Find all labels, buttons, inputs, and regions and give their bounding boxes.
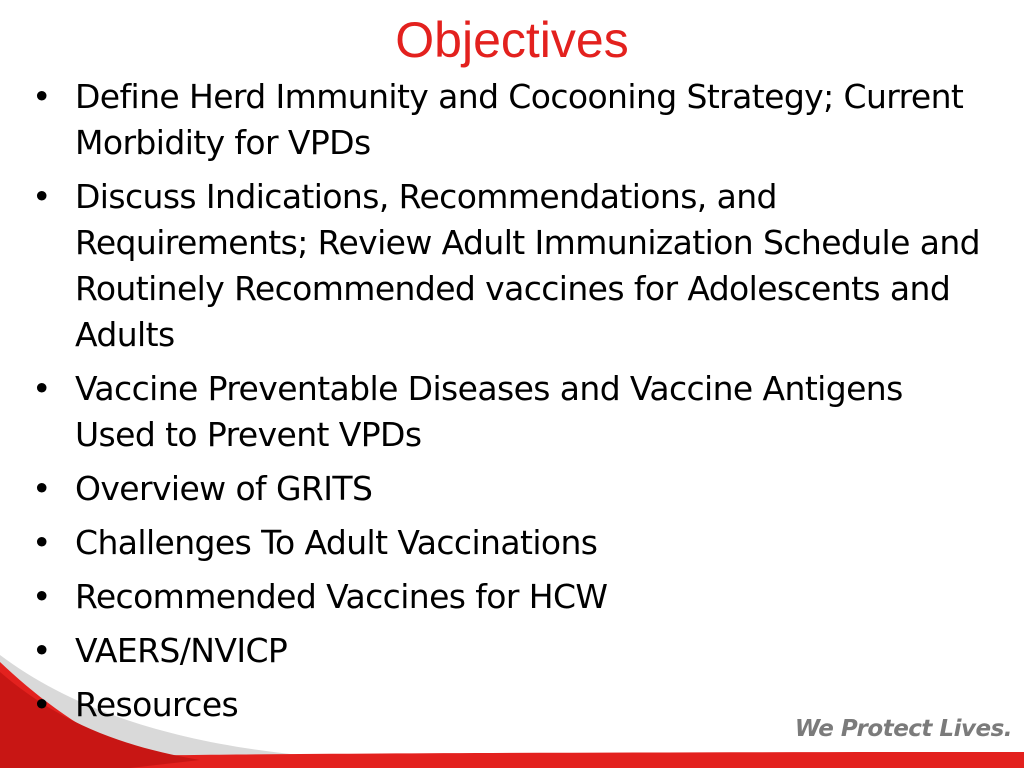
- slide-title: Objectives: [395, 12, 629, 68]
- bullet-icon: •: [32, 177, 51, 216]
- list-item-text: Resources: [75, 685, 239, 724]
- list-item-text: Define Herd Immunity and Cocooning Strategy; Current Morbidity for VPDs: [75, 77, 964, 162]
- list-item-text: Discuss Indications, Recommendations, and Requirements; Review Adult Immunization Schedule and Routinely Recommended vaccines for Adolescents and Adults: [75, 177, 980, 354]
- objectives-list: [32, 74, 992, 736]
- list-item: [32, 74, 992, 166]
- list-item-text: Vaccine Preventable Diseases and Vaccine Antigens Used to Prevent VPDs: [75, 369, 903, 454]
- bullet-icon: •: [32, 577, 51, 616]
- list-item: [32, 520, 992, 566]
- list-item: [32, 628, 992, 674]
- bullet-icon: •: [32, 77, 51, 116]
- list-item: [32, 466, 992, 512]
- list-item: [32, 366, 992, 458]
- list-item-text: Overview of GRITS: [75, 469, 373, 508]
- list-item-text: Recommended Vaccines for HCW: [75, 577, 608, 616]
- list-item-text: VAERS/NVICP: [75, 631, 288, 670]
- bullet-icon: •: [32, 523, 51, 562]
- bullet-icon: •: [32, 631, 51, 670]
- bullet-icon: •: [32, 469, 51, 508]
- list-item: [32, 574, 992, 620]
- bullet-icon: •: [32, 685, 51, 724]
- tagline: We Protect Lives.: [794, 716, 1012, 742]
- list-item-text: Challenges To Adult Vaccinations: [75, 523, 598, 562]
- list-item: [32, 174, 992, 358]
- bullet-icon: •: [32, 369, 51, 408]
